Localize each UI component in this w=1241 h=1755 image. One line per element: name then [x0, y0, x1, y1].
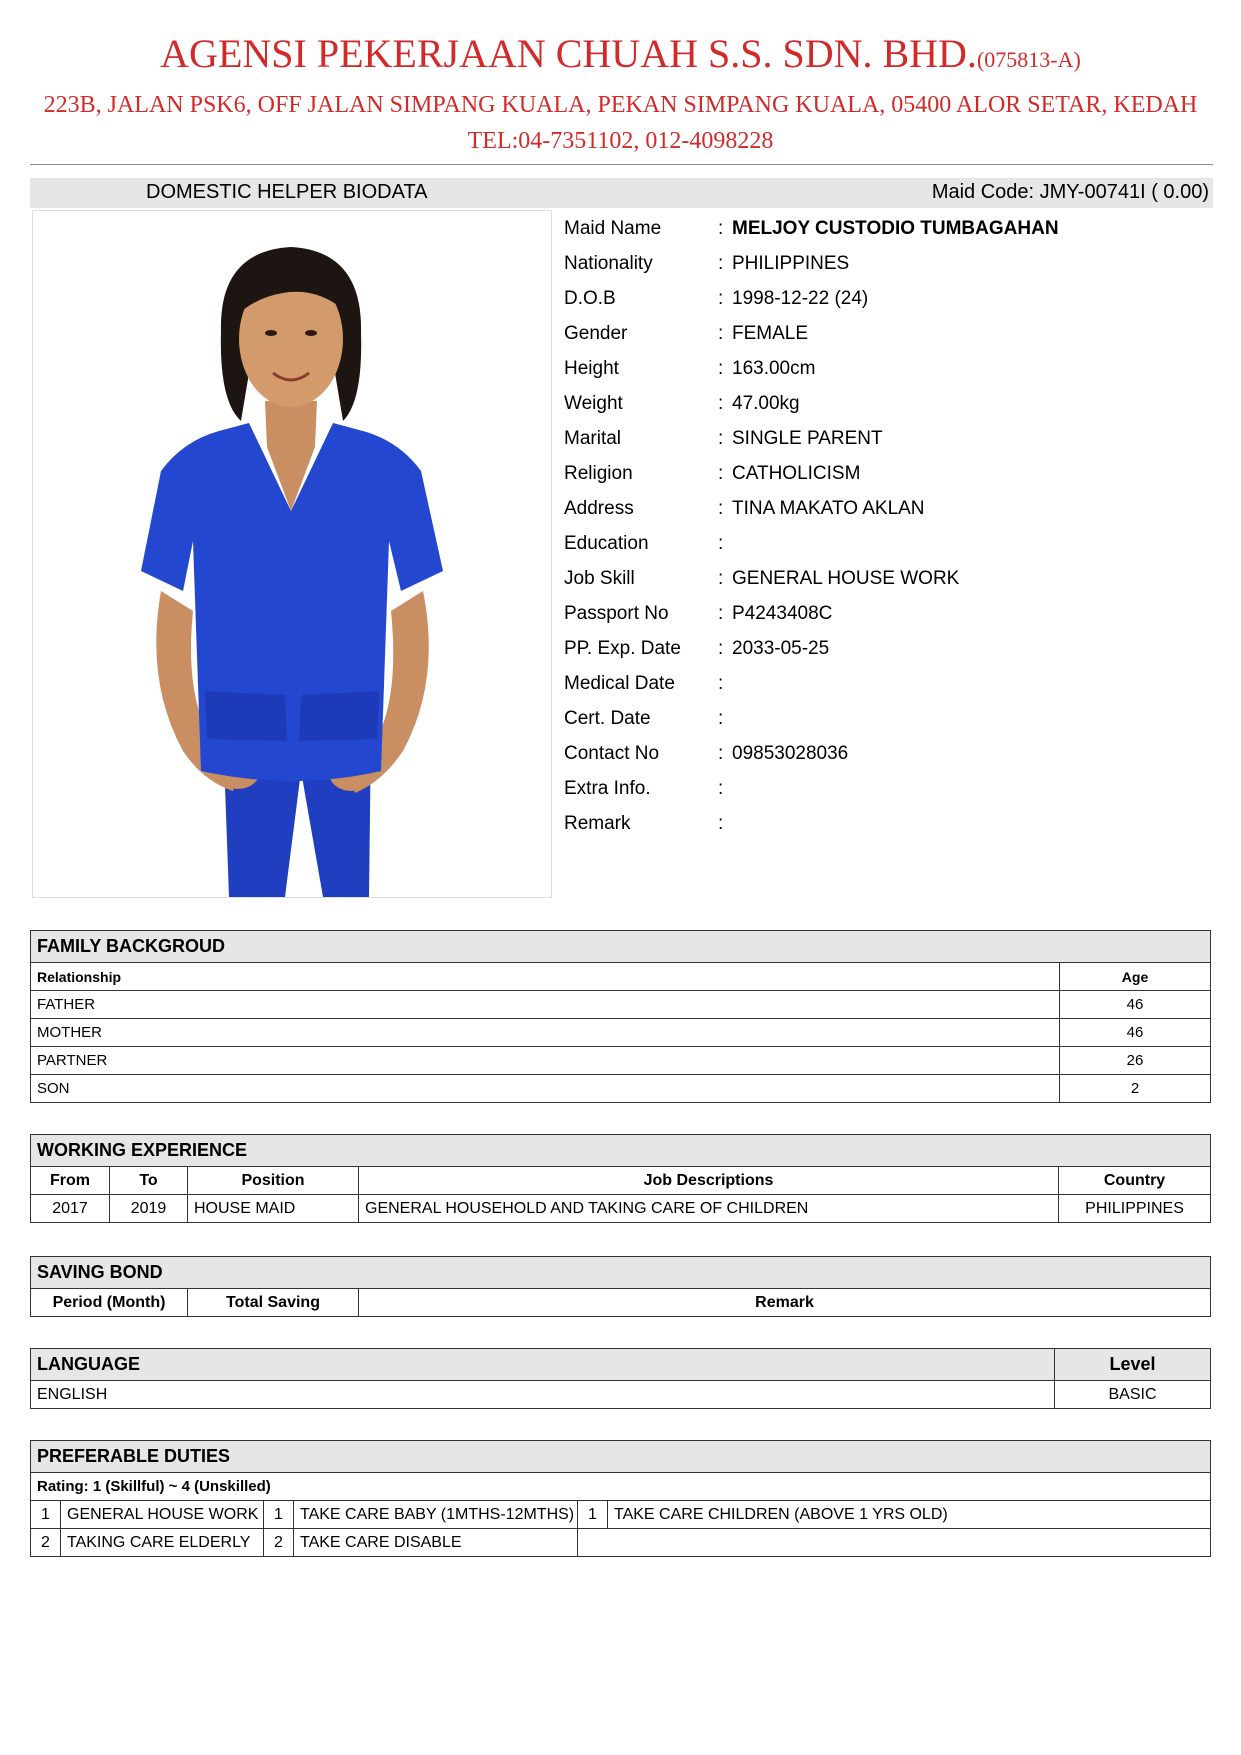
language-section-title: LANGUAGE — [31, 1349, 1055, 1381]
duty-name: GENERAL HOUSE WORK — [61, 1501, 264, 1529]
experience-from: 2017 — [31, 1195, 110, 1223]
profile-value: SINGLE PARENT — [732, 428, 883, 449]
profile-colon: : — [718, 708, 724, 729]
profile-colon: : — [718, 428, 724, 449]
family-header-relationship: Relationship — [31, 963, 1060, 991]
duty-name: TAKE CARE BABY (1MTHS-12MTHS) — [294, 1501, 578, 1529]
profile-colon: : — [718, 813, 724, 834]
profile-colon: : — [718, 603, 724, 624]
maid-code: Maid Code: JMY-00741I ( 0.00) — [931, 181, 1209, 203]
profile-value: 2033-05-25 — [732, 638, 830, 659]
family-relationship: MOTHER — [31, 1019, 1060, 1047]
experience-header-position: Position — [188, 1167, 359, 1195]
duty-rating: 1 — [264, 1501, 294, 1529]
language-table — [30, 1348, 1211, 1409]
experience-to: 2019 — [110, 1195, 188, 1223]
working-experience-table — [30, 1134, 1211, 1223]
company-name-line — [0, 30, 1241, 84]
profile-label: Weight — [564, 393, 623, 414]
profile-row-extra-info — [564, 774, 1214, 809]
table-row — [31, 1529, 1211, 1557]
header-divider — [30, 164, 1213, 165]
profile-colon: : — [718, 568, 724, 589]
table-row — [31, 1381, 1211, 1409]
experience-section-title: WORKING EXPERIENCE — [31, 1135, 1211, 1167]
profile-row-passport-no — [564, 599, 1214, 634]
family-relationship: SON — [31, 1075, 1060, 1103]
language-level: BASIC — [1055, 1381, 1211, 1409]
profile-colon: : — [718, 253, 724, 274]
biodata-title: DOMESTIC HELPER BIODATA — [146, 181, 428, 203]
duties-rating-note: Rating: 1 (Skillful) ~ 4 (Unskilled) — [31, 1473, 1211, 1501]
profile-colon: : — [718, 218, 724, 239]
profile-row-pp-exp-date — [564, 634, 1214, 669]
profile-label: Cert. Date — [564, 708, 651, 729]
profile-colon: : — [718, 533, 724, 554]
saving-header-total: Total Saving — [188, 1289, 359, 1317]
profile-label: Remark — [564, 813, 631, 834]
duty-rating: 2 — [264, 1529, 294, 1557]
family-background-table — [30, 930, 1211, 1103]
profile-row-maid-name — [564, 214, 1214, 249]
profile-row-dob — [564, 284, 1214, 319]
profile-row-weight — [564, 389, 1214, 424]
experience-header-to: To — [110, 1167, 188, 1195]
profile-row-nationality — [564, 249, 1214, 284]
profile-label: Contact No — [564, 743, 660, 764]
profile-label: PP. Exp. Date — [564, 638, 681, 659]
profile-label: Marital — [564, 428, 622, 449]
company-name: AGENSI PEKERJAAN CHUAH S.S. SDN. BHD. — [160, 31, 977, 76]
profile-label: Address — [564, 498, 634, 519]
profile-value: 1998-12-22 (24) — [732, 288, 869, 309]
profile-value: CATHOLICISM — [732, 463, 861, 484]
profile-colon: : — [718, 498, 724, 519]
experience-job-description: GENERAL HOUSEHOLD AND TAKING CARE OF CHILDREN — [359, 1195, 1059, 1223]
profile-row-marital — [564, 424, 1214, 459]
experience-header-from: From — [31, 1167, 110, 1195]
profile-colon: : — [718, 288, 724, 309]
profile-label: Gender — [564, 323, 628, 344]
profile-row-contact-no — [564, 739, 1214, 774]
saving-section-title: SAVING BOND — [31, 1257, 1211, 1289]
table-row — [31, 1195, 1211, 1223]
profile-row-medical-date — [564, 669, 1214, 704]
experience-country: PHILIPPINES — [1059, 1195, 1211, 1223]
profile-value: 09853028036 — [732, 743, 849, 764]
family-relationship: FATHER — [31, 991, 1060, 1019]
family-age: 26 — [1060, 1047, 1211, 1075]
profile-colon: : — [718, 673, 724, 694]
saving-header-remark: Remark — [359, 1289, 1211, 1317]
table-row — [31, 991, 1211, 1019]
profile-row-cert-date — [564, 704, 1214, 739]
language-header-level: Level — [1055, 1349, 1211, 1381]
profile-value: GENERAL HOUSE WORK — [732, 568, 960, 589]
profile-colon: : — [718, 778, 724, 799]
duties-section-title: PREFERABLE DUTIES — [31, 1441, 1211, 1473]
table-row — [31, 1075, 1211, 1103]
company-reg-no: (075813-A) — [976, 47, 1081, 72]
profile-label: Height — [564, 358, 619, 379]
profile-value: PHILIPPINES — [732, 253, 850, 274]
profile-label: Maid Name — [564, 218, 662, 239]
duty-name: TAKE CARE DISABLE — [294, 1529, 578, 1557]
profile-colon: : — [718, 463, 724, 484]
profile-value: P4243408C — [732, 603, 833, 624]
profile-row-height — [564, 354, 1214, 389]
profile-colon: : — [718, 323, 724, 344]
saving-header-period: Period (Month) — [31, 1289, 188, 1317]
company-tel: TEL:04-7351102, 012-4098228 — [467, 128, 774, 154]
profile-label: Passport No — [564, 603, 669, 624]
profile-row-remark — [564, 809, 1214, 844]
profile-colon: : — [718, 638, 724, 659]
profile-row-job-skill — [564, 564, 1214, 599]
profile-label: Religion — [564, 463, 633, 484]
duty-rating: 2 — [31, 1529, 61, 1557]
biodata-title-bar — [30, 178, 1213, 208]
maid-photo-illustration — [33, 211, 551, 897]
language-name: ENGLISH — [31, 1381, 1055, 1409]
family-relationship: PARTNER — [31, 1047, 1060, 1075]
profile-row-religion — [564, 459, 1214, 494]
profile-details — [564, 214, 1214, 844]
maid-photo — [32, 210, 552, 898]
profile-colon: : — [718, 358, 724, 379]
saving-bond-table — [30, 1256, 1211, 1317]
profile-value: 163.00cm — [732, 358, 816, 379]
duty-rating: 1 — [578, 1501, 608, 1529]
profile-label: Medical Date — [564, 673, 675, 694]
table-row — [31, 1019, 1211, 1047]
profile-label: D.O.B — [564, 288, 616, 309]
family-age: 2 — [1060, 1075, 1211, 1103]
profile-colon: : — [718, 743, 724, 764]
duty-name: TAKING CARE ELDERLY — [61, 1529, 264, 1557]
table-row — [31, 1047, 1211, 1075]
preferable-duties-table — [30, 1440, 1211, 1557]
profile-value: MELJOY CUSTODIO TUMBAGAHAN — [732, 218, 1059, 239]
profile-value: TINA MAKATO AKLAN — [732, 498, 925, 519]
profile-label: Education — [564, 533, 649, 554]
experience-header-job-descriptions: Job Descriptions — [359, 1167, 1059, 1195]
profile-value: 47.00kg — [732, 393, 800, 414]
profile-row-address — [564, 494, 1214, 529]
profile-row-education — [564, 529, 1214, 564]
table-row — [31, 1501, 1211, 1529]
duty-empty-cell — [578, 1529, 1211, 1557]
duty-rating: 1 — [31, 1501, 61, 1529]
profile-value: FEMALE — [732, 323, 809, 344]
profile-label: Extra Info. — [564, 778, 651, 799]
family-section-title: FAMILY BACKGROUD — [31, 931, 1211, 963]
profile-colon: : — [718, 393, 724, 414]
experience-position: HOUSE MAID — [188, 1195, 359, 1223]
duty-name: TAKE CARE CHILDREN (ABOVE 1 YRS OLD) — [608, 1501, 1211, 1529]
family-age: 46 — [1060, 991, 1211, 1019]
profile-row-gender — [564, 319, 1214, 354]
company-address: 223B, JALAN PSK6, OFF JALAN SIMPANG KUALA, PEKAN SIMPANG KUALA, 05400 ALOR SETAR, KEDAH — [43, 92, 1198, 118]
profile-label: Nationality — [564, 253, 653, 274]
company-header — [0, 30, 1241, 158]
experience-header-country: Country — [1059, 1167, 1211, 1195]
family-age: 46 — [1060, 1019, 1211, 1047]
family-header-age: Age — [1060, 963, 1211, 991]
profile-label: Job Skill — [564, 568, 635, 589]
